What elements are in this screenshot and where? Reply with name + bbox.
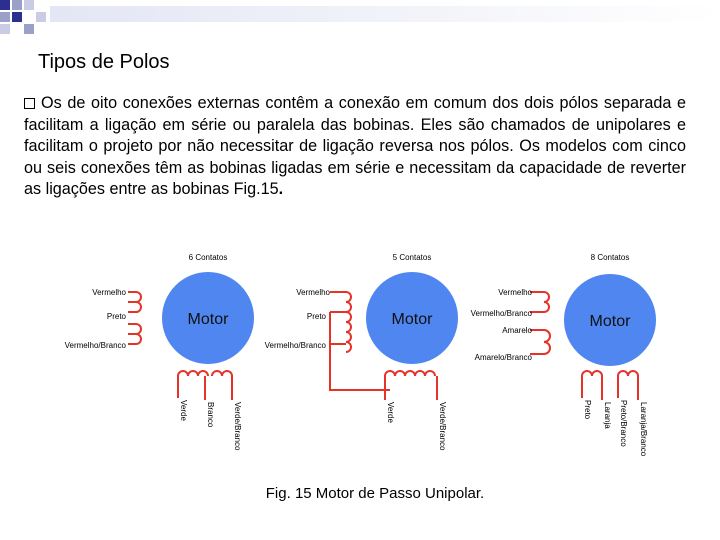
motor-6-contacts <box>65 253 254 451</box>
motor-3-wire-bottom-0: Preto <box>583 400 592 420</box>
motor-2-header: 5 Contatos <box>392 253 432 262</box>
motor-3-wire-left-0: Vermelho <box>498 288 532 297</box>
motor-3-wire-left-2: Amarelo <box>502 326 532 335</box>
motor-2-wire-left-1: Preto <box>306 312 326 321</box>
figure-caption: Fig. 15 Motor de Passo Unipolar. <box>265 485 485 502</box>
body-paragraph <box>24 93 686 201</box>
motor-1-wire-left-1: Preto <box>106 312 126 321</box>
motor-2-wire-bottom-0: Verde <box>386 402 395 423</box>
motor-3-wire-bottom-1: Laranja <box>603 402 612 429</box>
motor-2-wire-bottom-1: Verde/Branco <box>438 402 447 451</box>
paragraph-end: . <box>278 180 284 199</box>
stepper-motor-figure <box>0 240 720 470</box>
motor-1-label: Motor <box>187 311 229 328</box>
motor-3-label: Motor <box>589 313 631 330</box>
motor-3-header: 8 Contatos <box>590 253 630 262</box>
motor-1-wire-bottom-2: Verde/Branco <box>233 402 242 451</box>
motor-1-wire-left-0: Vermelho <box>92 288 126 297</box>
motor-3-wire-left-1: Vermelho/Branco <box>470 309 532 318</box>
motor-2-label: Motor <box>391 311 433 328</box>
motor-1-header: 6 Contatos <box>188 253 228 262</box>
motor-2-wire-left-0: Vermelho <box>296 288 330 297</box>
motor-3-wire-bottom-2: Preto/Branco <box>619 400 628 447</box>
motor-1-wire-bottom-0: Verde <box>179 400 188 421</box>
paragraph-text: Os de oito conexões externas contêm a conexão em comum dos dois pólos separada e facilitam a ligação em série ou paralela das bobinas. Eles são chamados de unipolares e facilitam o projeto por não necessitar de ligação reversa nos pólos. Os modelos com cinco ou seis conexões têm as bobinas ligadas em série e necessitam da capacidade de reverter as ligações entre as bobinas Fig.15 <box>24 94 686 199</box>
motor-3-wire-bottom-3: Laranja/Branco <box>639 402 648 457</box>
slide-title: Tipos de Polos <box>38 51 170 73</box>
motor-1-wire-left-2: Vermelho/Branco <box>64 341 126 350</box>
motor-1-wire-bottom-1: Branco <box>206 402 215 428</box>
motor-2-wire-left-2: Vermelho/Branco <box>264 341 326 350</box>
checkbox-bullet-icon <box>24 98 35 109</box>
corner-decoration <box>0 0 720 40</box>
motor-5-contacts <box>265 253 458 451</box>
motor-3-wire-left-3: Amarelo/Branco <box>474 353 532 362</box>
motor-8-contacts <box>471 253 656 457</box>
